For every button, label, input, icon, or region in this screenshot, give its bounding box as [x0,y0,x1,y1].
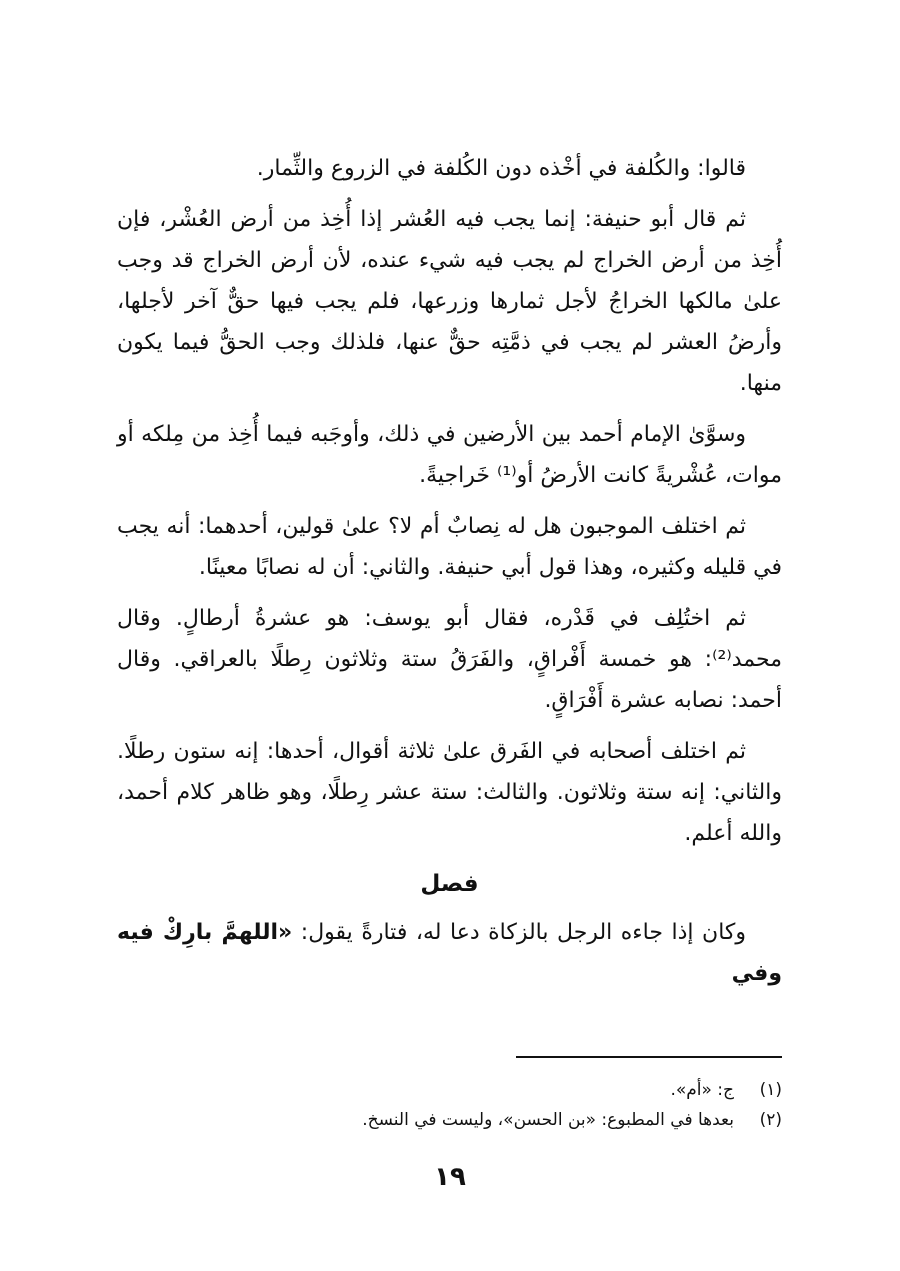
paragraph-2: ثم قال أبو حنيفة: إنما يجب فيه العُشر إذا أُخِذ من أرض العُشْر، فإن أُخِذ من أرض الخراج لم يجب فيه شيء عنده، لأن أرض الخراج قد وجب علىٰ مالكها الخراجُ لأجل ثمارها وزرعها، فلم يجب فيها حقٌّ آخر لأجلها، وأرضُ العشر لم يجب في ذمَّتِه حقٌّ عنها، فلذلك وجب الحقُّ فيما يكون منها. [117,207,782,396]
footnote-2-text: بعدها في المطبوع: «بن الحسن»، وليست في النسخ. [362,1110,734,1130]
footnote-2 [117,1105,782,1135]
paragraph-4: ثم اختلف الموجبون هل له نِصابٌ أم لا؟ علىٰ قولين، أحدهما: أنه يجب في قليله وكثيره، وهذا قول أبي حنيفة. والثاني: أن له نصابًا معينًا. [117,514,782,580]
paragraph-6: ثم اختلف أصحابه في الفَرق علىٰ ثلاثة أقوال، أحدها: إنه ستون رطلًا. والثاني: إنه ستة وثلاثون. والثالث: ستة عشر رِطلًا، وهو ظاهر كلام أحمد، والله أعلم. [117,739,782,846]
footnote-2-number: (٢) [759,1110,782,1130]
paragraph-3: وسوَّىٰ الإمام أحمد بين الأرضين في ذلك، وأوجَبه فيما أُخِذ من مِلكه أو موات، عُشْريةً كانت الأرضُ أو⁽¹⁾ خَراجيةً. [117,422,782,488]
footnote-1-number: (١) [759,1080,782,1100]
paragraph-7-text: وكان إذا جاءه الرجل بالزكاة دعا له، فتارةً يقول: [292,920,746,945]
paragraph-7 [117,912,782,994]
footnote-1 [117,1075,782,1105]
paragraph-5: ثم اختُلِف في قَدْره، فقال أبو يوسف: هو عشرةُ أرطالٍ. وقال محمد⁽²⁾: هو خمسة أَفْراقٍ، والفَرَقُ ستة وثلاثون رِطلًا بالعراقي. وقال أحمد: نصابه عشرة أَفْرَاقٍ. [117,606,782,713]
section-title: فصل [420,871,479,897]
page-number: ١٩ [434,1162,466,1192]
footnotes [117,1075,782,1135]
paragraph-1: قالوا: والكُلفة في أخْذه دون الكُلفة في الزروع والثِّمار. [256,156,746,181]
paragraph-7-quote: «اللهمَّ بارِكْ فيه وفي [117,920,782,986]
footnote-divider [516,1056,782,1058]
page-body [117,148,782,1004]
footnote-1-text: ج: «أم». [670,1080,734,1100]
